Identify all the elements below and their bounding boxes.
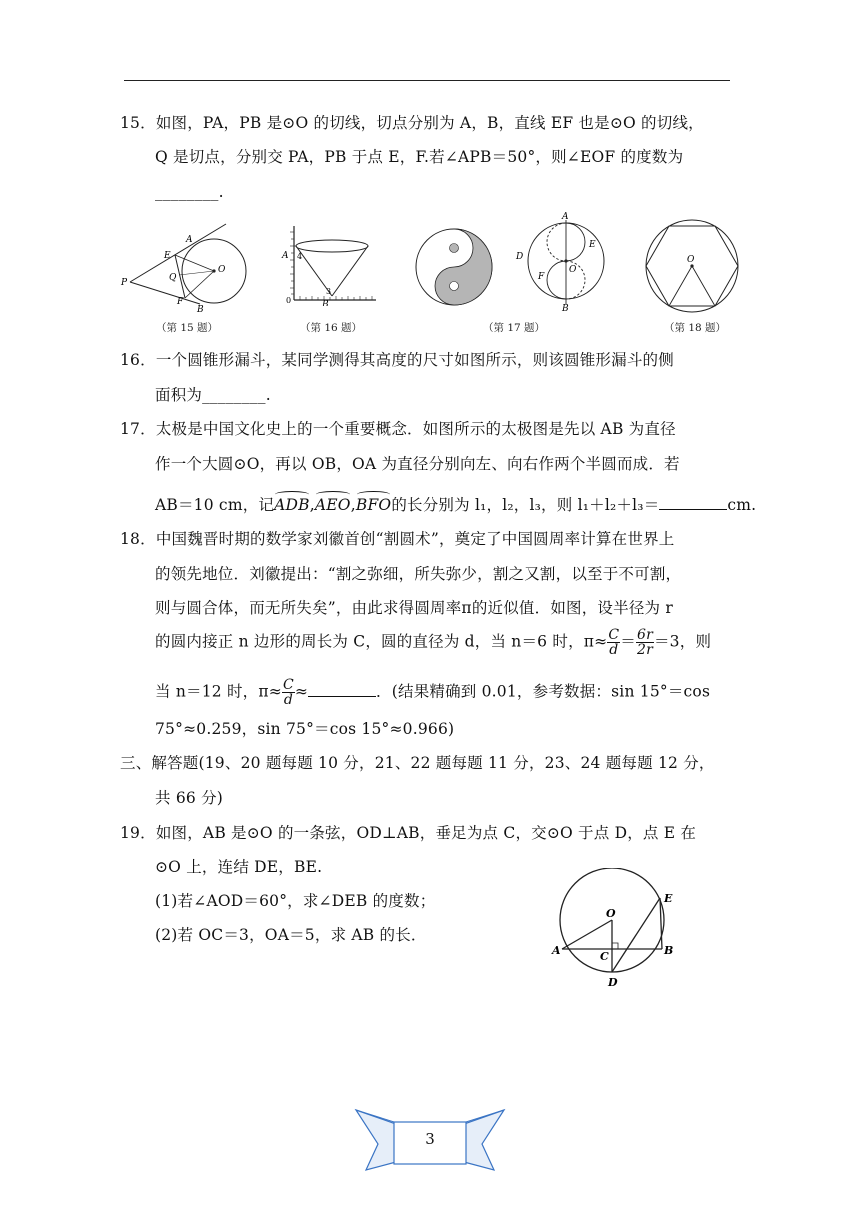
q18-line1: 18．中国魏晋时期的数学家刘徽首创“割圆术”，奠定了中国圆周率计算在世界上 — [120, 530, 675, 548]
figure-15 — [118, 218, 258, 318]
q18-line6: 75°≈0.259，sin 75°＝cos 15°≈0.966) — [155, 720, 455, 738]
figure-17-taiji — [413, 226, 495, 308]
q18-text-then: ＝3，则 — [653, 632, 712, 651]
page-number: 3 — [425, 1130, 435, 1148]
q19-part2: (2)若 OC＝3，OA＝5，求 AB 的长． — [155, 926, 427, 944]
section3-line1: 三、解答题(19、20 题每题 10 分，21、22 题每题 11 分，23、24 题每题 12 分， — [120, 754, 715, 772]
fraction-6r-over-2r: $\frac{6r}{2r}$ — [636, 627, 653, 658]
q17-line1: 17．太极是中国文化史上的一个重要概念．如图所示的太极图是先以 AB 为直径 — [120, 420, 676, 438]
figure-19 — [550, 868, 686, 994]
fig19-label-A: A — [552, 944, 561, 957]
fig15-label-A: A — [186, 235, 193, 245]
fig17-label-B: B — [562, 304, 569, 312]
figure-17-construction — [510, 212, 610, 312]
caption-18: （第 18 题） — [664, 322, 727, 334]
fig19-label-B: B — [664, 944, 674, 957]
fig15-label-E: E — [164, 251, 171, 261]
q15-line2: Q 是切点，分别交 PA，PB 于点 E，F.若∠APB＝50°，则∠EOF 的度数为 — [155, 148, 684, 166]
arc-adb: ADB — [274, 496, 310, 514]
fig15-label-B: B — [197, 305, 204, 315]
q18-line3: 则与圆合体，而无所失矣”，由此求得圆周率π的近似值．如图，设半径为 r — [155, 599, 673, 617]
fraction-c-over-d: $\frac{C}{d}$ — [608, 627, 620, 658]
q18-text-n6: 的圆内接正 n 边形的周长为 C，圆的直径为 d，当 n＝6 时，π≈ — [155, 632, 608, 651]
fig19-label-E: E — [664, 892, 673, 905]
q17-text-unit: cm. — [727, 496, 757, 514]
fig16-label-4: 4 — [297, 252, 303, 261]
q17-answer-blank — [659, 495, 727, 510]
caption-17: （第 17 题） — [483, 322, 546, 334]
fig15-label-P: P — [121, 278, 128, 288]
fig19-label-C: C — [600, 950, 609, 963]
q16-line2: 面积为________. — [155, 386, 271, 404]
q19-line1: 19．如图，AB 是⊙O 的一条弦，OD⊥AB，垂足为点 C，交⊙O 于点 D，点 E 在 — [120, 824, 697, 842]
fig17-label-E: E — [589, 240, 596, 250]
q18-text-n12: 当 n＝12 时，π≈ — [155, 682, 282, 701]
figure-16 — [280, 224, 380, 306]
fig16-label-A: A — [282, 251, 289, 261]
caption-16: （第 16 题） — [300, 322, 363, 334]
q17-text-sum: 的长分别为 l₁，l₂，l₃，则 l₁＋l₂＋l₃＝ — [391, 496, 660, 514]
fig18-label-O: O — [687, 255, 695, 265]
arc-aeo: AEO — [314, 496, 351, 514]
q15-line3: ________. — [155, 183, 224, 201]
section3-line2: 共 66 分) — [155, 789, 224, 807]
q15-line1: 15．如图，PA，PB 是⊙O 的切线，切点分别为 A，B，直线 EF 也是⊙O 的切线， — [120, 114, 704, 132]
q17-line3: AB＝10 cm，记ADB,AEO,BFO的长分别为 l₁，l₂，l₃，则 l₁＋l₂＋l₃＝ cm. — [155, 496, 757, 514]
q18-line2: 的领先地位．刘徽提出：“割之弥细，所失弥少，割之又割，以至于不可割， — [155, 565, 682, 583]
q18-text-note: ．(结果精确到 0.01，参考数据：sin 15°＝cos — [376, 682, 711, 701]
fig15-label-Q: Q — [169, 273, 177, 283]
fig15-label-O: O — [218, 265, 226, 275]
q18-eq: ＝ — [620, 632, 636, 651]
fig17-label-A: A — [562, 212, 569, 222]
fig17-label-F: F — [538, 272, 545, 282]
q18-line4 — [155, 628, 711, 657]
q19-part1: (1)若∠AOD＝60°，求∠DEB 的度数； — [155, 892, 436, 910]
q18-answer-blank — [308, 682, 376, 697]
fig15-label-F: F — [177, 297, 184, 307]
header-rule — [124, 80, 730, 81]
fraction-c-over-d-2: $\frac{C}{d}$ — [282, 677, 294, 708]
fig16-label-3: 3 — [326, 287, 332, 296]
fig19-label-D: D — [608, 976, 618, 989]
fig16-label-0: 0 — [286, 296, 292, 305]
fig17-label-D: D — [516, 252, 524, 262]
q17-text-ab: AB＝10 cm，记 — [155, 496, 275, 514]
fig16-label-B: B — [322, 300, 329, 306]
q18-approx: ≈ — [294, 682, 309, 701]
q19-line2: ⊙O 上，连结 DE，BE. — [155, 858, 323, 876]
arc-bfo: BFO — [355, 496, 392, 514]
fig19-label-O: O — [606, 907, 616, 920]
figure-18 — [640, 214, 744, 318]
q17-line2: 作一个大圆⊙O，再以 OB，OA 为直径分别向左、向右作两个半圆而成．若 — [155, 455, 680, 473]
caption-15: （第 15 题） — [156, 322, 219, 334]
q16-line1: 16．一个圆锥形漏斗，某同学测得其高度的尺寸如图所示，则该圆锥形漏斗的侧 — [120, 351, 674, 369]
fig17-label-O: O — [569, 265, 577, 275]
q18-line5 — [155, 678, 710, 707]
